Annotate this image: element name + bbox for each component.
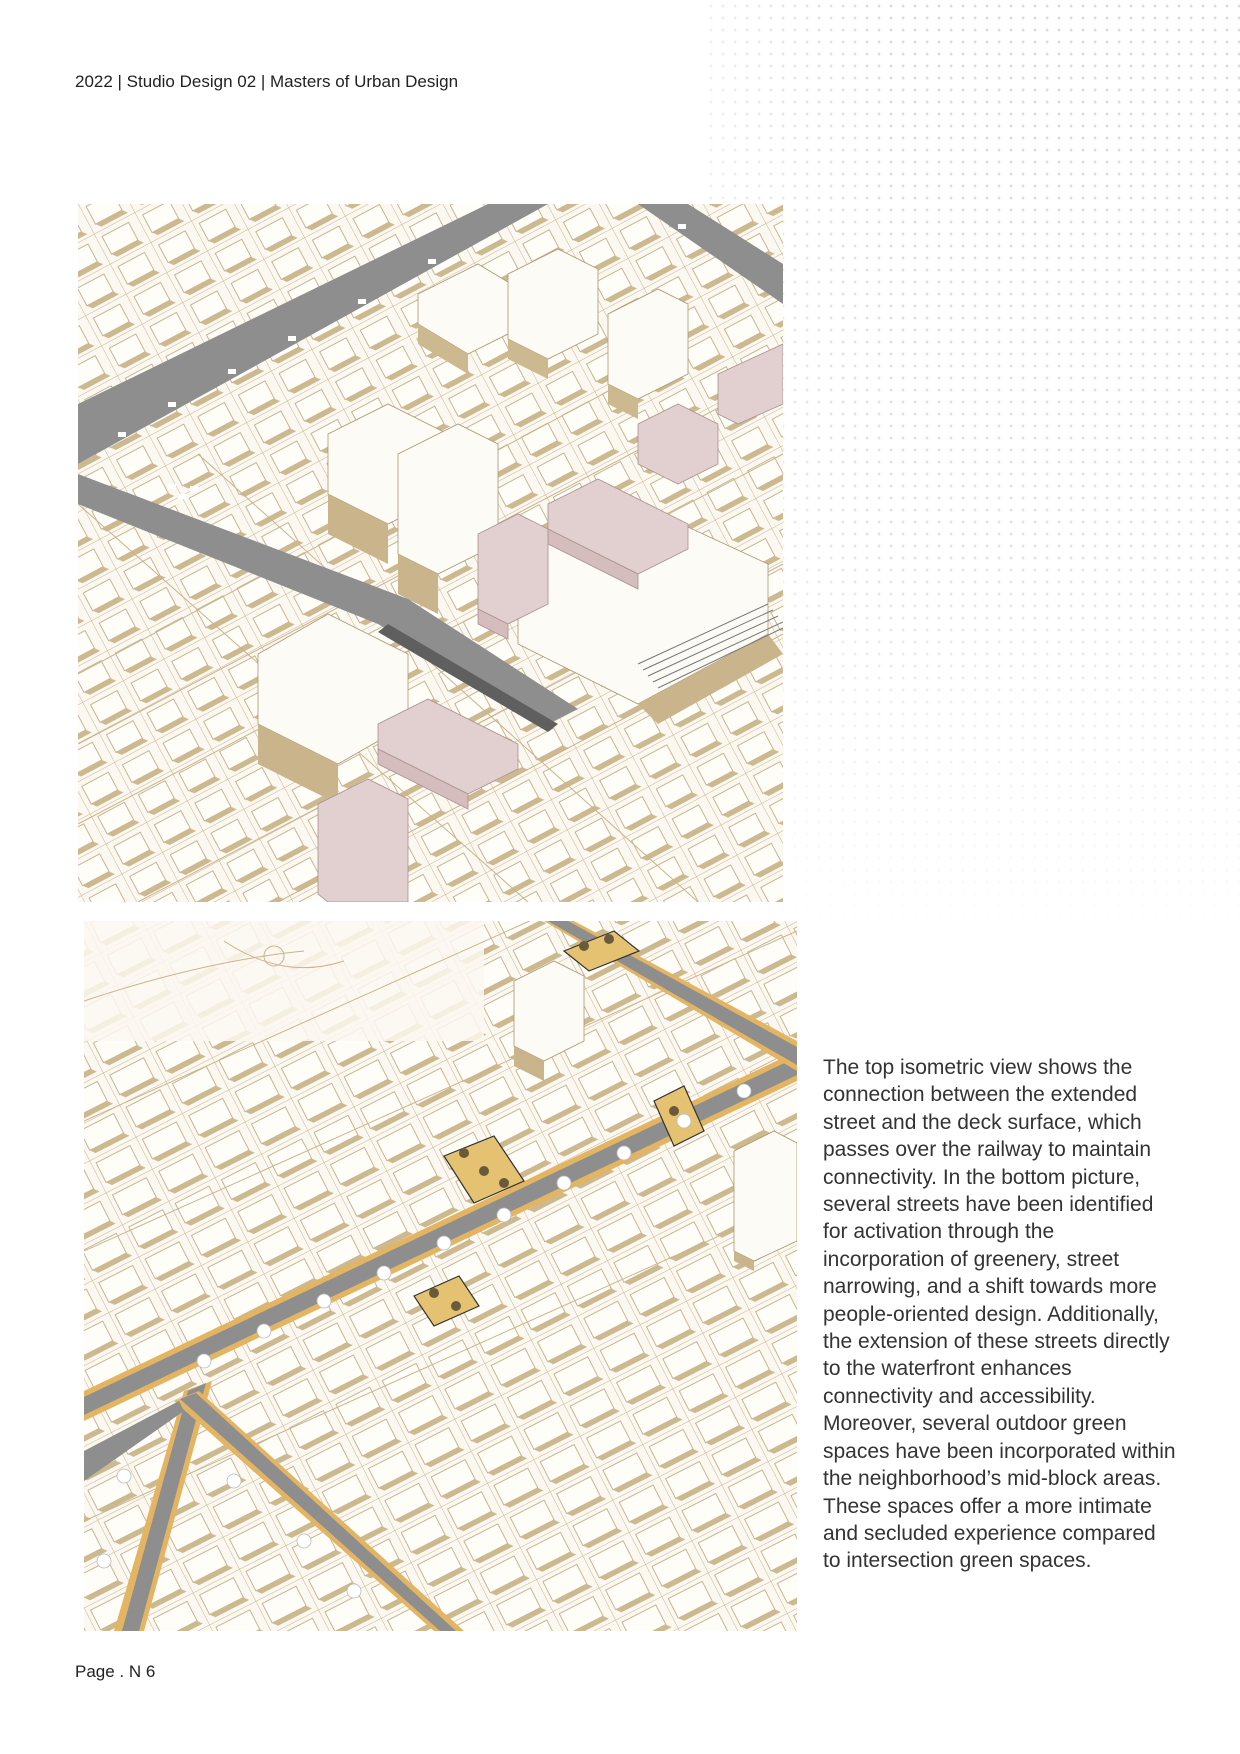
description-paragraph: The top isometric view shows the connection between the extended street and the deck surface, which passes over the railway to maintain connectivity. In the bottom picture, several streets have been identified for activation through the incorporation of greenery, street narrowing, and a shift towards more people-oriented design. Additionally, the extension of these streets directly to the waterfront enhances connectivity and accessibility. Moreover, several outdoor green spaces have been incorporated within the neighborhood’s mid-block areas. These spaces offer a more intimate and secluded experience compared to intersection green spaces.	[823, 1056, 1176, 1573]
bottom-isometric-figure	[84, 921, 797, 1631]
page-number: Page . N 6	[75, 1662, 156, 1681]
top-isometric-figure	[78, 204, 783, 902]
page-header: 2022 | Studio Design 02 | Masters of Urban Design	[75, 72, 459, 91]
dot-pattern-fade-left	[705, 0, 1240, 945]
isometric-map-railway-deck	[78, 204, 783, 902]
isometric-map-activated-streets	[84, 921, 797, 1631]
